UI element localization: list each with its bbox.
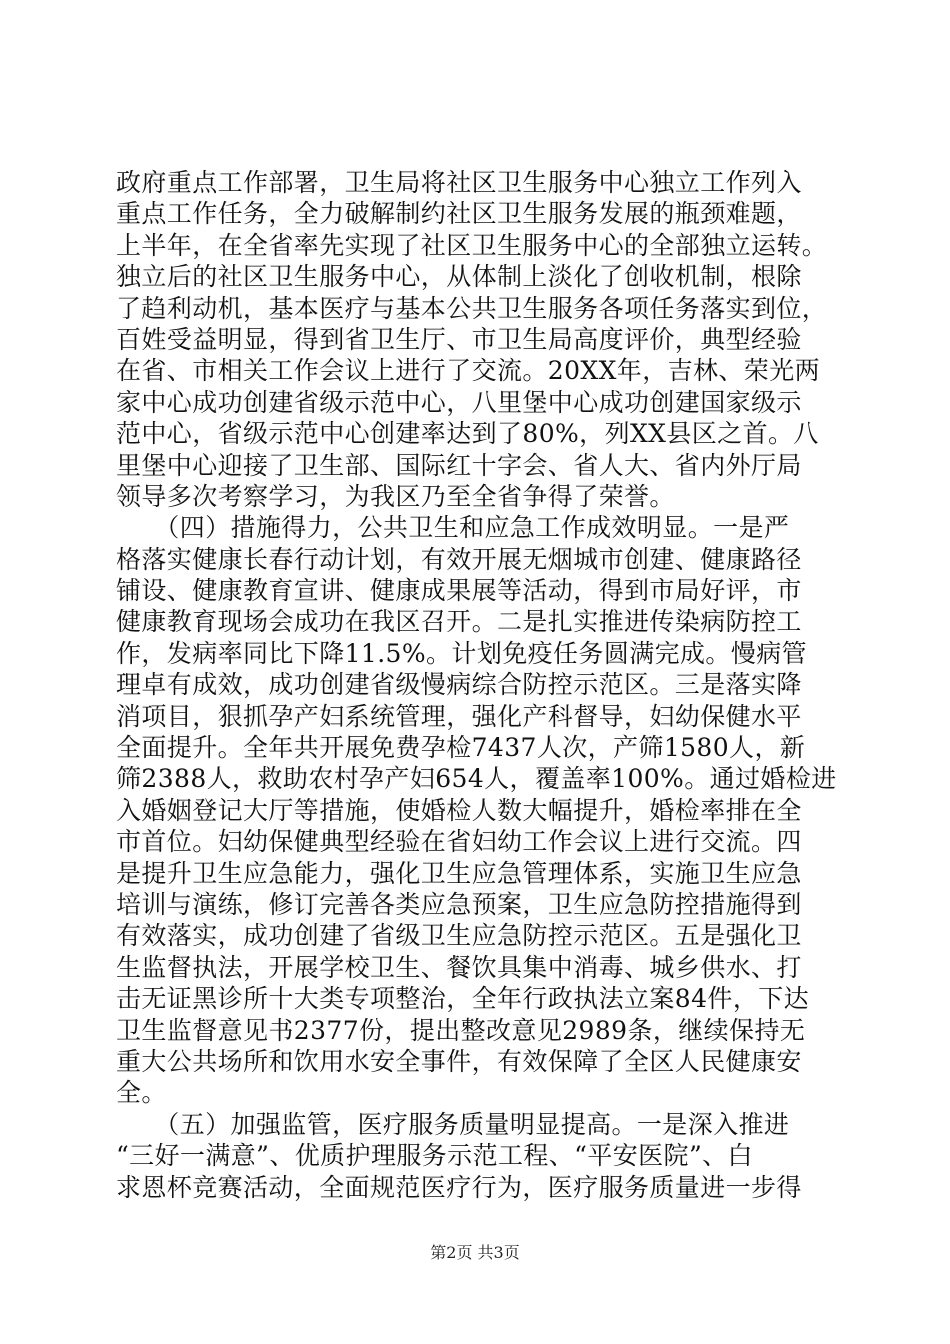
text-line: 格落实健康长春行动计划，有效开展无烟城市创建、健康路径: [116, 544, 802, 574]
text-line: 全。: [116, 1078, 167, 1108]
text-line: 筛2388人，救助农村孕产妇654人，覆盖率100%。通过婚检进: [116, 764, 837, 794]
text-line: 铺设、健康教育宣讲、健康成果展等活动，得到市局好评，市: [116, 576, 802, 606]
text-line: 里堡中心迎接了卫生部、国际红十字会、省人大、省内外厅局: [116, 450, 802, 480]
text-line: “三好一满意”、优质护理服务示范工程、“平安医院”、白: [116, 1141, 753, 1171]
body-text: [116, 167, 836, 1203]
text-line: 作，发病率同比下降11.5%。计划免疫任务圆满完成。慢病管: [116, 638, 808, 668]
text-line: 有效落实，成功创建了省级卫生应急防控示范区。五是强化卫: [116, 921, 802, 951]
text-line: 击无证黑诊所十大类专项整治，全年行政执法立案84件，下达: [116, 984, 810, 1014]
text-line: 卫生监督意见书2377份，提出整改意见2989条，继续保持无: [116, 1015, 806, 1045]
text-line: 入婚姻登记大厅等措施，使婚检人数大幅提升，婚检率排在全: [116, 795, 802, 825]
text-line: 理卓有成效，成功创建省级慢病综合防控示范区。三是落实降: [116, 670, 802, 700]
text-line: 领导多次考察学习，为我区乃至全省争得了荣誉。: [116, 481, 675, 511]
text-line: 健康教育现场会成功在我区召开。二是扎实推进传染病防控工: [116, 607, 802, 637]
text-line: 在省、市相关工作会议上进行了交流。20XX年，吉林、荣光两: [116, 356, 821, 386]
text-line: 培训与演练，修订完善各类应急预案，卫生应急防控措施得到: [116, 889, 802, 919]
text-line: 是提升卫生应急能力，强化卫生应急管理体系，实施卫生应急: [116, 858, 802, 888]
text-line: （四）措施得力，公共卫生和应急工作成效明显。一是严: [116, 513, 790, 543]
text-line: 政府重点工作部署，卫生局将社区卫生服务中心独立工作列入: [116, 168, 802, 197]
text-line: 生监督执法，开展学校卫生、餐饮具集中消毒、城乡供水、打: [116, 952, 802, 982]
text-line: 市首位。妇幼保健典型经验在省妇幼工作会议上进行交流。四: [116, 827, 802, 857]
text-line: 独立后的社区卫生服务中心，从体制上淡化了创收机制，根除: [116, 262, 802, 292]
text-line: 百姓受益明显，得到省卫生厅、市卫生局高度评价，典型经验: [116, 324, 802, 354]
page-footer: 第2页 共3页: [430, 1243, 520, 1262]
text-line: 范中心，省级示范中心创建率达到了80%，列XX县区之首。八: [116, 419, 819, 449]
text-line: 上半年，在全省率先实现了社区卫生服务中心的全部独立运转。: [116, 230, 828, 260]
text-line: 重大公共场所和饮用水安全事件，有效保障了全区人民健康安: [116, 1046, 802, 1076]
text-line: 了趋利动机，基本医疗与基本公共卫生服务各项任务落实到位，: [116, 293, 828, 323]
text-line: （五）加强监管，医疗服务质量明显提高。一是深入推进: [116, 1109, 790, 1139]
text-line: 求恩杯竞赛活动，全面规范医疗行为，医疗服务质量进一步得: [116, 1172, 802, 1202]
text-line: 重点工作任务，全力破解制约社区卫生服务发展的瓶颈难题，: [116, 199, 802, 229]
text-line: 全面提升。全年共开展免费孕检7437人次，产筛1580人，新: [116, 733, 806, 763]
text-line: 消项目，狠抓孕产妇系统管理，强化产科督导，妇幼保健水平: [116, 701, 802, 731]
text-line: 家中心成功创建省级示范中心，八里堡中心成功创建国家级示: [116, 387, 802, 417]
